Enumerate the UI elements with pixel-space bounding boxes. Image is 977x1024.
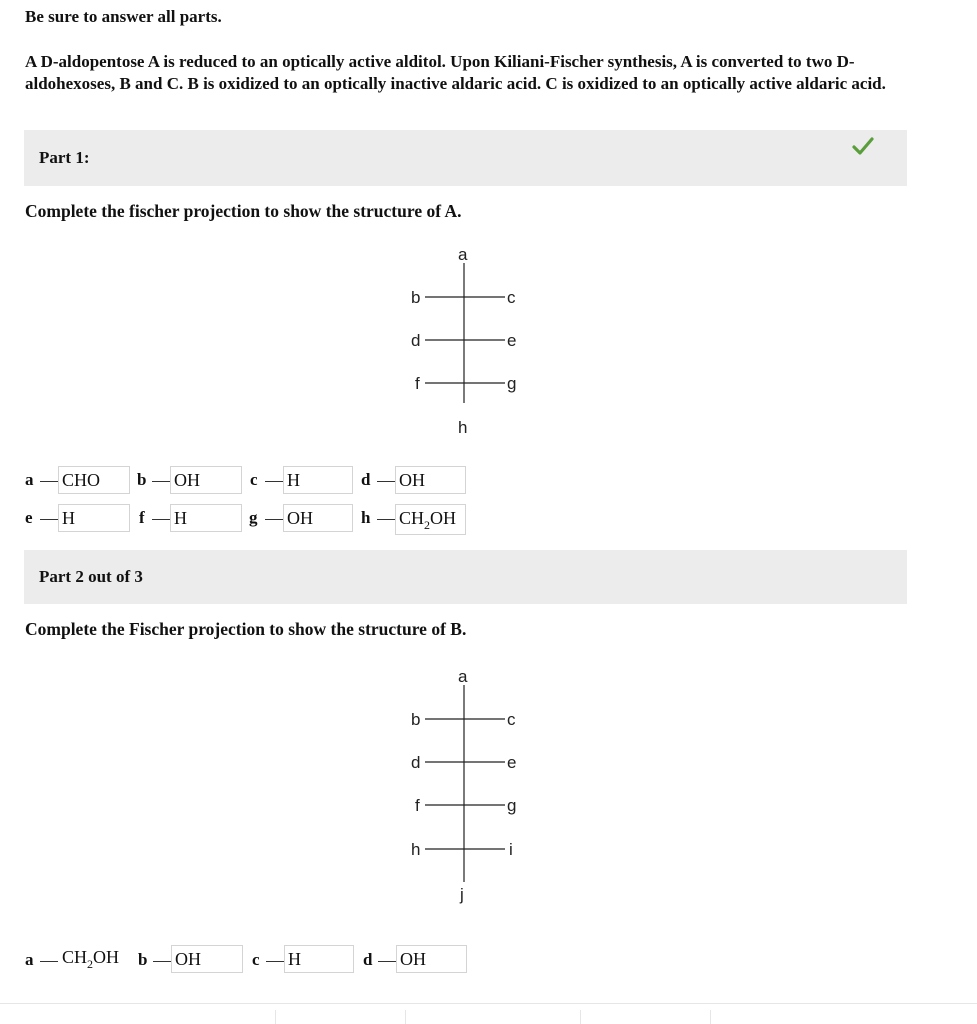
label-c: c: [507, 710, 516, 729]
answer-letter: d: [363, 950, 373, 969]
checkmark-icon: [852, 136, 874, 156]
label-h: h: [411, 840, 421, 859]
answer-a-input[interactable]: [58, 943, 132, 974]
label-f: f: [415, 374, 420, 393]
bond-dash: [377, 519, 395, 520]
answer-g-input[interactable]: OH: [283, 504, 353, 532]
answer-letter: g: [249, 508, 258, 527]
formula-end: OH: [430, 508, 457, 528]
answer-h-input[interactable]: [395, 504, 466, 535]
bond-dash: [265, 481, 283, 482]
answer-letter: a: [25, 470, 34, 489]
bond-dash: [40, 481, 58, 482]
footer-divider: [275, 1010, 276, 1024]
answer-d-input[interactable]: OH: [395, 466, 466, 494]
formula-end: OH: [93, 947, 120, 967]
instruction-text: Be sure to answer all parts.: [25, 7, 222, 26]
fischer-projection-b: [380, 662, 560, 912]
formula-subscript: 2: [87, 957, 94, 971]
footer-divider: [405, 1010, 406, 1024]
answer-letter: c: [252, 950, 260, 969]
footer-divider: [710, 1010, 711, 1024]
label-h: h: [458, 418, 468, 437]
formula-subscript: 2: [424, 518, 431, 532]
part2-header: [24, 550, 907, 604]
part2-label: Part 2 out of 3: [39, 567, 143, 586]
label-d: d: [411, 753, 421, 772]
bond-dash: [265, 519, 283, 520]
formula-main: CH: [399, 508, 425, 528]
label-e: e: [507, 753, 517, 772]
label-b: b: [411, 710, 421, 729]
bond-dash: [377, 481, 395, 482]
label-i: i: [509, 840, 513, 859]
part2-question: Complete the Fischer projection to show the structure of B.: [25, 619, 467, 639]
label-c: c: [507, 288, 516, 307]
label-a: a: [458, 667, 468, 686]
label-d: d: [411, 331, 421, 350]
bond-dash: [152, 519, 170, 520]
problem-statement: A D-aldopentose A is reduced to an optically active alditol. Upon Kiliani-Fischer synthesis, A is converted to two D-aldohexoses, B and C. B is oxidized to an optically inactive aldaric acid. C is oxidized to an optically active aldaric acid.: [25, 52, 886, 93]
answer-letter: b: [138, 950, 148, 969]
answer-c-input[interactable]: H: [283, 466, 353, 494]
footer-divider: [580, 1010, 581, 1024]
footer-divider: [0, 1003, 977, 1004]
bond-dash: [152, 481, 170, 482]
label-b: b: [411, 288, 421, 307]
answer-e-input[interactable]: H: [58, 504, 130, 532]
label-a: a: [458, 245, 468, 264]
fischer-projection-a: [380, 240, 560, 440]
label-f: f: [415, 796, 420, 815]
bond-dash: [40, 519, 58, 520]
answer-d-input[interactable]: OH: [396, 945, 467, 973]
label-g: g: [507, 374, 517, 393]
formula-main: CH: [62, 947, 88, 967]
part1-question: Complete the fischer projection to show the structure of A.: [25, 201, 462, 221]
label-j: j: [460, 885, 464, 904]
answer-c-input[interactable]: H: [284, 945, 354, 973]
answer-b-input[interactable]: OH: [171, 945, 243, 973]
bond-dash: [266, 961, 284, 962]
bond-dash: [378, 961, 396, 962]
answer-letter: a: [25, 950, 34, 969]
part1-label: Part 1:: [39, 148, 90, 167]
answer-a-input[interactable]: CHO: [58, 466, 130, 494]
answer-letter: e: [25, 508, 33, 527]
label-e: e: [507, 331, 517, 350]
answer-b-input[interactable]: OH: [170, 466, 242, 494]
part1-header: [24, 130, 907, 186]
bond-dash: [40, 961, 58, 962]
label-g: g: [507, 796, 517, 815]
answer-letter: d: [361, 470, 371, 489]
answer-letter: c: [250, 470, 258, 489]
answer-letter: b: [137, 470, 147, 489]
answer-letter: f: [139, 508, 145, 527]
answer-letter: h: [361, 508, 371, 527]
bond-dash: [153, 961, 171, 962]
answer-f-input[interactable]: H: [170, 504, 242, 532]
